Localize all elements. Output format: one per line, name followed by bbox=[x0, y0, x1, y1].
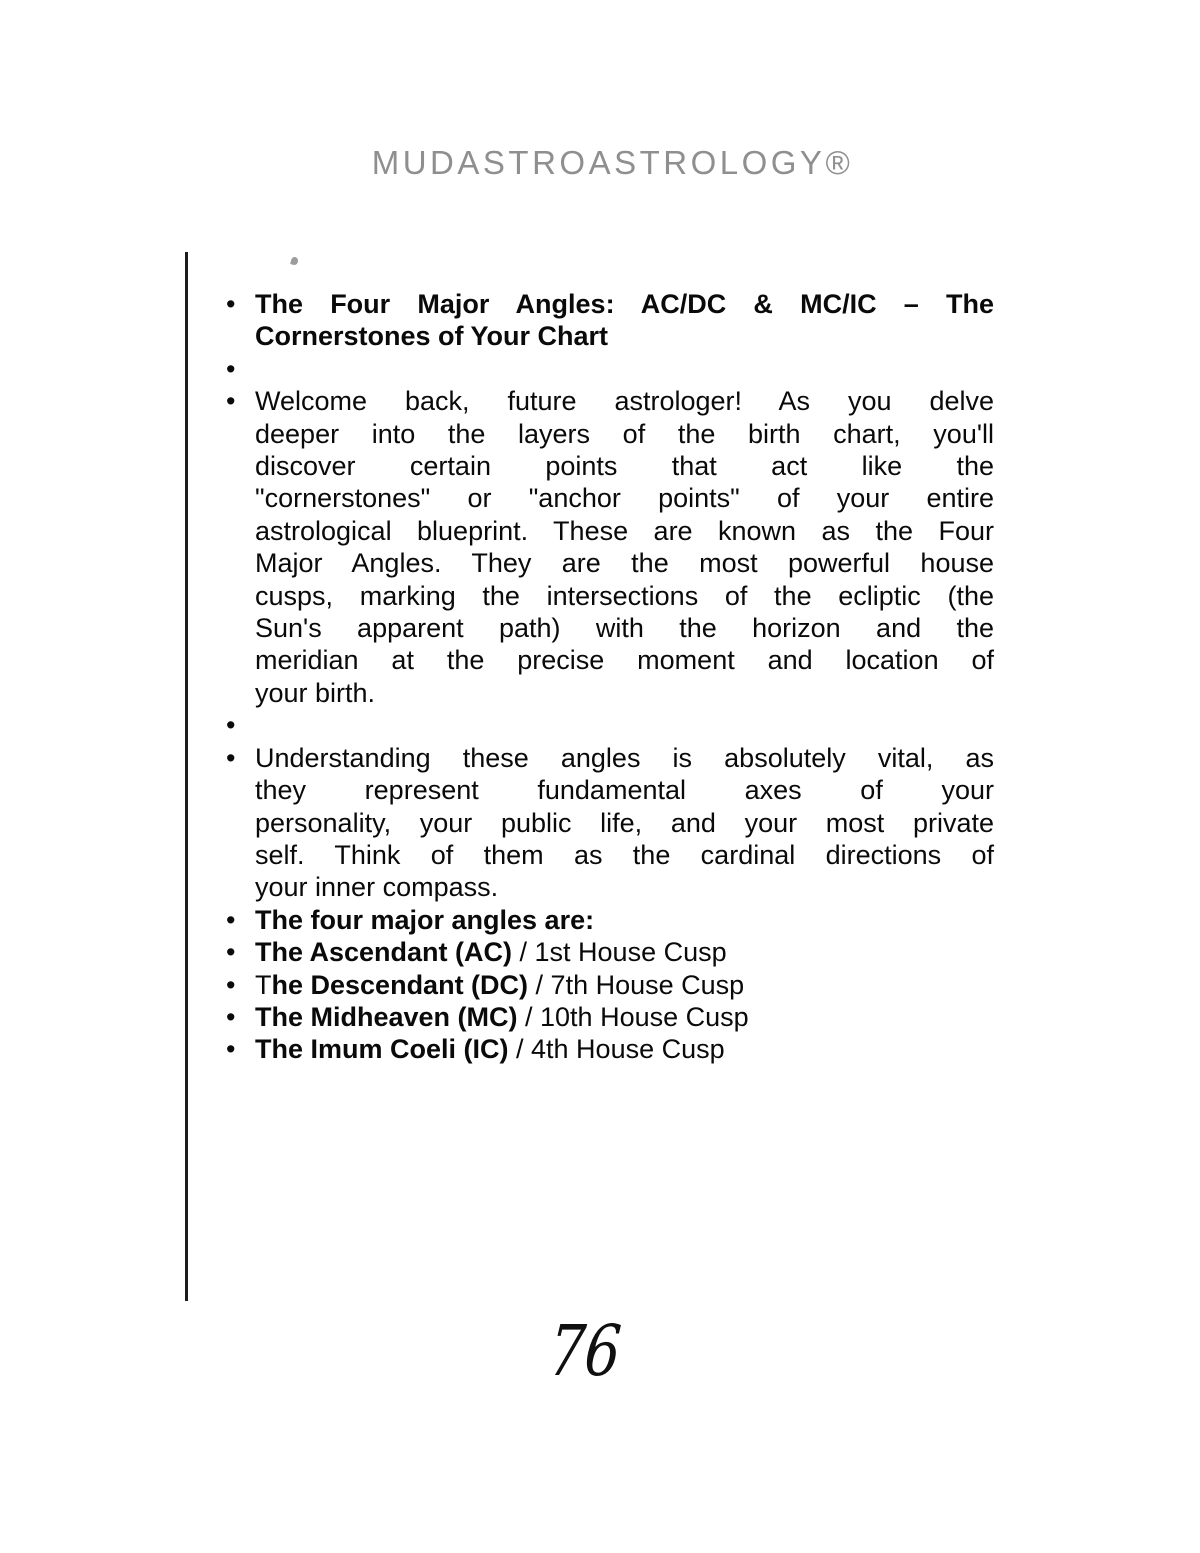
text-line: your inner compass. bbox=[255, 872, 499, 903]
list-item bbox=[222, 1001, 994, 1033]
term-bold: The Midheaven (MC) bbox=[255, 1001, 518, 1032]
text-line: deeper into the layers of the birth chart, you'll bbox=[255, 418, 994, 449]
page-number: 76 bbox=[545, 1310, 625, 1392]
list-item-text bbox=[255, 709, 994, 741]
term-bold: he Descendant (DC) bbox=[271, 969, 529, 1000]
bullet-icon: • bbox=[226, 969, 236, 1000]
list-item bbox=[222, 385, 994, 709]
text-line: Sun's apparent path) with the horizon and the bbox=[255, 613, 994, 644]
list-item bbox=[222, 1033, 994, 1065]
text-line: meridian at the precise moment and location of bbox=[255, 645, 994, 676]
text-line: they represent fundamental axes of your bbox=[255, 775, 994, 806]
bullet-icon: • bbox=[226, 353, 236, 384]
text-line: Major Angles. They are the most powerful house bbox=[255, 548, 994, 579]
list-item bbox=[222, 904, 994, 936]
list-item-text bbox=[255, 742, 994, 904]
bullet-icon: • bbox=[226, 710, 236, 741]
bullet-icon: • bbox=[226, 937, 236, 968]
text-line: The Midheaven (MC) / 10th House Cusp bbox=[255, 1001, 749, 1032]
list-item-text bbox=[255, 353, 994, 385]
text-line: your birth. bbox=[255, 677, 376, 708]
text-line: self. Think of them as the cardinal directions of bbox=[255, 839, 994, 870]
text-line: discover certain points that act like the bbox=[255, 451, 994, 482]
text-line bbox=[255, 904, 994, 936]
list-item-text bbox=[255, 288, 994, 353]
text-line: Welcome back, future astrologer! As you delve bbox=[255, 386, 994, 417]
list-item bbox=[222, 288, 994, 353]
text-line: The Descendant (DC) / 7th House Cusp bbox=[255, 969, 745, 1000]
bullet-icon: • bbox=[226, 742, 236, 773]
term-bold: The Imum Coeli (IC) bbox=[255, 1034, 509, 1065]
list-item-text bbox=[255, 904, 994, 936]
text-line: The Four Major Angles: AC/DC & MC/IC – The bbox=[255, 289, 994, 319]
left-margin-rule bbox=[185, 252, 188, 1301]
text-line: The Imum Coeli (IC) / 4th House Cusp bbox=[255, 1034, 725, 1065]
bullet-icon: • bbox=[226, 386, 236, 417]
list-item-text bbox=[255, 969, 994, 1001]
bullet-list bbox=[222, 288, 994, 1066]
text-line: "cornerstones" or "anchor points" of your entire bbox=[255, 483, 994, 514]
list-item bbox=[222, 353, 994, 385]
list-item-text bbox=[255, 1033, 994, 1065]
brand-header: MUDASTROASTROLOGY® bbox=[371, 144, 854, 181]
term-bold: The four major angles are: bbox=[255, 904, 595, 935]
list-item bbox=[222, 742, 994, 904]
text-line: cusps, marking the intersections of the ecliptic (the bbox=[255, 580, 994, 611]
list-item-text bbox=[255, 385, 994, 709]
list-item bbox=[222, 936, 994, 968]
list-item-text bbox=[255, 1001, 994, 1033]
text-line: Cornerstones of Your Chart bbox=[255, 321, 609, 352]
text-line: astrological blueprint. These are known as the Four bbox=[255, 515, 994, 546]
text-line: The Ascendant (AC) / 1st House Cusp bbox=[255, 937, 727, 968]
bullet-icon: • bbox=[226, 1034, 236, 1065]
list-item bbox=[222, 969, 994, 1001]
bullet-icon: • bbox=[226, 904, 236, 935]
text-line: personality, your public life, and your most private bbox=[255, 807, 994, 838]
list-item bbox=[222, 709, 994, 741]
text-line: Understanding these angles is absolutely vital, as bbox=[255, 742, 994, 773]
stray-mark-icon bbox=[290, 256, 299, 265]
term-bold: The Ascendant (AC) bbox=[255, 937, 513, 968]
list-item-text bbox=[255, 936, 994, 968]
bullet-icon: • bbox=[226, 1001, 236, 1032]
bullet-icon: • bbox=[226, 289, 236, 319]
